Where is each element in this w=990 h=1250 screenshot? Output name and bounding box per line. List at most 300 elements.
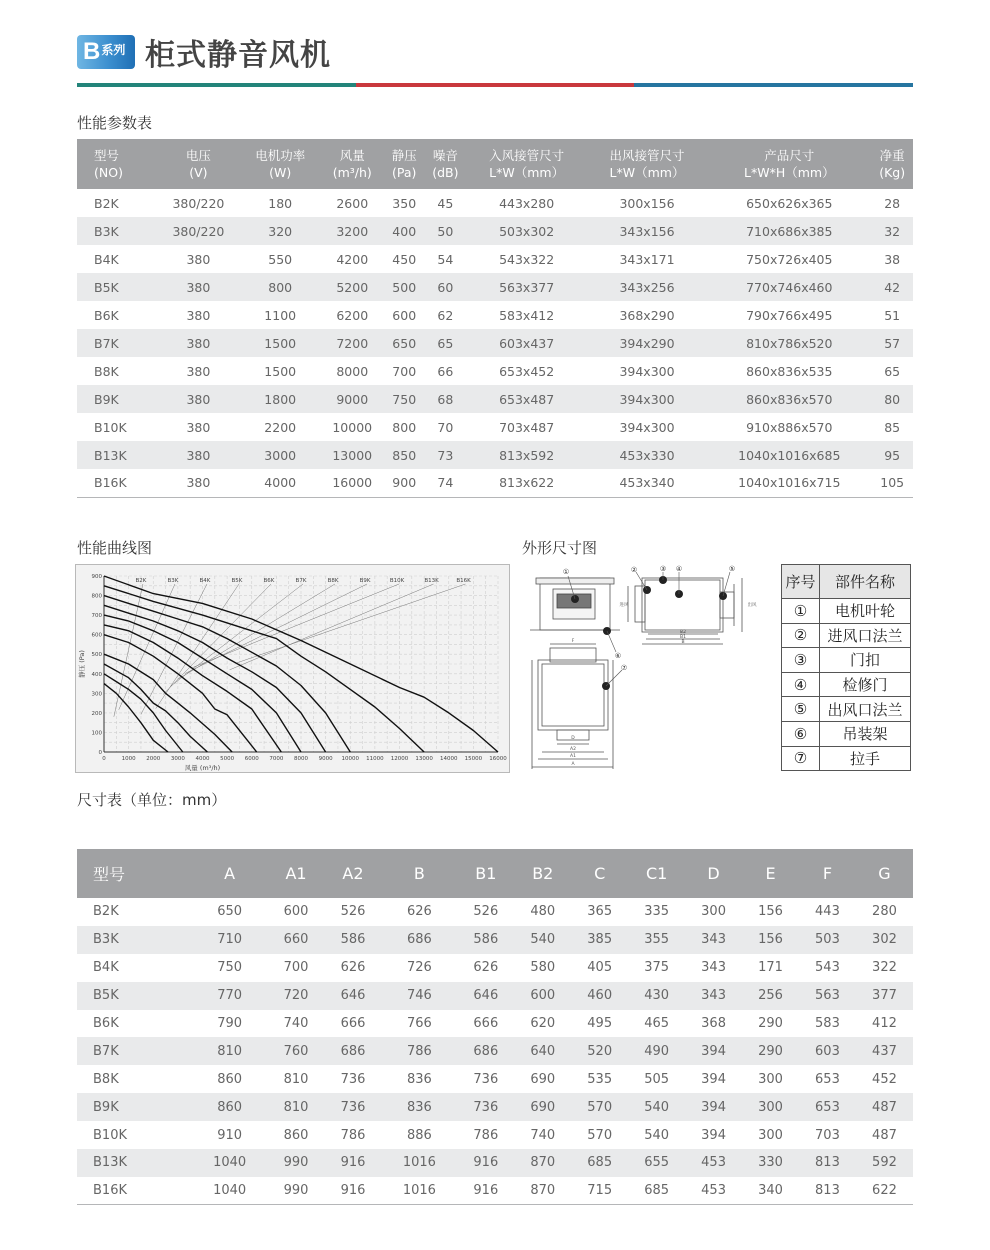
table-cell: 736 bbox=[457, 1093, 514, 1121]
dimensions-section-title: 尺寸表（单位：mm） bbox=[77, 791, 227, 809]
table-cell: 487 bbox=[856, 1093, 913, 1121]
table-cell: 430 bbox=[628, 982, 685, 1010]
table-row bbox=[77, 1121, 913, 1149]
table-cell: 990 bbox=[268, 1149, 325, 1177]
dimensions-header-cell: A2 bbox=[325, 849, 382, 898]
table-cell: 603x437 bbox=[466, 329, 586, 357]
table-cell: 1016 bbox=[381, 1149, 457, 1177]
dimensions-header-cell: B2 bbox=[514, 849, 571, 898]
dimension-drawing bbox=[520, 564, 775, 774]
table-cell: 45 bbox=[437, 195, 454, 211]
table-cell: 343 bbox=[701, 960, 726, 976]
svg-text:⑦: ⑦ bbox=[620, 664, 628, 672]
table-cell: 3200 bbox=[320, 217, 384, 245]
part-name: 拉手 bbox=[820, 746, 911, 771]
table-cell: 380/220 bbox=[157, 217, 240, 245]
table-cell: 710 bbox=[192, 926, 268, 954]
table-cell: 700 bbox=[392, 363, 417, 379]
parts-header-no: 序号 bbox=[782, 565, 820, 599]
curve-label: B3K bbox=[167, 578, 179, 584]
table-row bbox=[77, 1065, 913, 1093]
table-cell: 570 bbox=[587, 1127, 613, 1143]
table-cell: 810x786x520 bbox=[707, 329, 871, 357]
parts-header-name: 部件名称 bbox=[820, 565, 911, 599]
table-cell: 786 bbox=[340, 1127, 366, 1143]
table-cell: 666 bbox=[340, 1016, 366, 1031]
x-tick-label: 5000 bbox=[220, 756, 235, 762]
table-cell: 736 bbox=[325, 1093, 382, 1121]
table-cell: 156 bbox=[742, 926, 799, 954]
table-cell: 4200 bbox=[336, 251, 369, 267]
table-cell: 626 bbox=[406, 904, 432, 920]
table-cell: 95 bbox=[871, 441, 913, 469]
x-tick-label: 9000 bbox=[318, 756, 333, 762]
part-number: ① bbox=[782, 599, 820, 624]
dimensions-header-cell: D bbox=[685, 849, 742, 898]
table-cell: 720 bbox=[268, 982, 325, 1010]
header-unit: (NO) bbox=[94, 165, 123, 180]
table-row bbox=[77, 1093, 913, 1121]
performance-curve-chart bbox=[75, 564, 510, 773]
parts-row bbox=[782, 599, 911, 624]
x-tick-label: 15000 bbox=[464, 756, 483, 762]
part-number: ② bbox=[782, 623, 820, 648]
table-cell: 686 bbox=[325, 1037, 382, 1065]
table-cell: 790x766x495 bbox=[746, 307, 833, 323]
table-cell: 550 bbox=[268, 251, 293, 267]
table-cell: 453 bbox=[685, 1149, 742, 1177]
x-tick-label: 16000 bbox=[489, 756, 507, 762]
dimensions-header-cell: 型号 bbox=[77, 849, 192, 898]
parts-row bbox=[782, 672, 911, 697]
header-unit: L*W（mm） bbox=[489, 165, 565, 180]
y-tick-label: 200 bbox=[91, 710, 102, 717]
table-cell: 365 bbox=[587, 904, 613, 920]
table-cell: 503x302 bbox=[466, 217, 586, 245]
table-cell: 385 bbox=[571, 926, 628, 954]
header-unit: (Kg) bbox=[879, 165, 906, 180]
page-title: 柜式静音风机 bbox=[145, 38, 331, 73]
parts-row bbox=[782, 697, 911, 722]
part-name: 出风口法兰 bbox=[820, 697, 911, 722]
table-cell: 380 bbox=[186, 307, 211, 323]
header-label: 电机功率 bbox=[255, 148, 306, 163]
curve-section-title: 性能曲线图 bbox=[77, 539, 153, 557]
performance-header-cell bbox=[157, 139, 240, 189]
table-cell: 465 bbox=[644, 1016, 670, 1031]
table-cell: 6200 bbox=[336, 307, 369, 323]
dim-label-F: F bbox=[571, 639, 575, 644]
parts-row bbox=[782, 721, 911, 746]
curve-chart-svg bbox=[76, 565, 511, 774]
table-cell: 685 bbox=[571, 1149, 628, 1177]
table-cell: 860 bbox=[283, 1127, 309, 1143]
table-cell: 302 bbox=[856, 926, 913, 954]
performance-table-header bbox=[77, 139, 913, 189]
table-cell: B2K bbox=[93, 904, 119, 920]
drawing-section-title: 外形尺寸图 bbox=[522, 539, 598, 557]
dimensions-header-cell: E bbox=[742, 849, 799, 898]
table-cell: 335 bbox=[644, 904, 670, 920]
header-unit: (Pa) bbox=[392, 165, 417, 180]
x-tick-label: 1000 bbox=[121, 756, 136, 762]
table-cell: 900 bbox=[384, 469, 424, 497]
table-cell: 180 bbox=[268, 195, 293, 211]
table-cell: 660 bbox=[268, 926, 325, 954]
table-cell: 813 bbox=[799, 1177, 856, 1205]
curve-label: B4K bbox=[199, 578, 211, 584]
table-cell: 860 bbox=[217, 1071, 243, 1087]
table-cell: B6K bbox=[94, 307, 119, 323]
y-tick-label: 800 bbox=[91, 593, 102, 600]
table-cell: 443 bbox=[815, 904, 840, 920]
part-number: ⑥ bbox=[782, 721, 820, 746]
table-cell: 746 bbox=[381, 982, 457, 1010]
table-cell: 800 bbox=[392, 419, 417, 435]
side-view-body bbox=[645, 580, 720, 630]
table-cell: 300 bbox=[758, 1127, 783, 1143]
table-cell: 583x412 bbox=[499, 307, 555, 323]
table-cell: 65 bbox=[884, 363, 901, 379]
table-cell: 543 bbox=[815, 960, 840, 976]
table-cell: 800 bbox=[240, 273, 320, 301]
dimensions-header-cell: C bbox=[571, 849, 628, 898]
table-row bbox=[77, 469, 913, 497]
table-cell: 916 bbox=[457, 1177, 514, 1205]
table-cell: B13K bbox=[77, 1149, 192, 1177]
table-cell: 16000 bbox=[320, 469, 384, 497]
table-cell: 860x836x535 bbox=[746, 363, 833, 379]
table-cell: 626 bbox=[473, 960, 499, 976]
table-cell: 750 bbox=[217, 960, 243, 976]
table-cell: 2200 bbox=[264, 419, 297, 435]
table-cell: 2600 bbox=[336, 195, 369, 211]
table-cell: 1016 bbox=[381, 1177, 457, 1205]
table-cell: 28 bbox=[884, 195, 901, 211]
table-cell: B13K bbox=[77, 441, 157, 469]
performance-header-cell bbox=[587, 139, 707, 189]
table-row bbox=[77, 357, 913, 385]
table-cell: 394x300 bbox=[619, 419, 675, 435]
table-cell: 886 bbox=[406, 1127, 432, 1143]
performance-header-cell bbox=[466, 139, 586, 189]
table-cell: 916 bbox=[325, 1149, 382, 1177]
table-cell: 810 bbox=[268, 1093, 325, 1121]
y-tick-label: 600 bbox=[91, 632, 102, 639]
table-cell: 57 bbox=[871, 329, 913, 357]
table-row bbox=[77, 1010, 913, 1038]
svg-text:②: ② bbox=[630, 566, 638, 574]
divider-green bbox=[77, 83, 356, 87]
table-cell: 736 bbox=[340, 1071, 366, 1087]
table-cell: 32 bbox=[871, 217, 913, 245]
dim-label-B: B bbox=[681, 640, 685, 645]
x-tick-label: 12000 bbox=[390, 756, 409, 762]
table-cell: 750x726x405 bbox=[746, 251, 833, 267]
table-cell: 736 bbox=[473, 1071, 499, 1087]
table-cell: 813 bbox=[799, 1149, 856, 1177]
table-cell: 646 bbox=[457, 982, 514, 1010]
table-cell: 653 bbox=[799, 1093, 856, 1121]
curve-label: B2K bbox=[135, 578, 147, 584]
table-cell: 505 bbox=[644, 1071, 670, 1087]
table-cell: 916 bbox=[325, 1177, 382, 1205]
table-row bbox=[77, 413, 913, 441]
table-cell: 603 bbox=[799, 1037, 856, 1065]
table-cell: 412 bbox=[872, 1016, 897, 1031]
table-cell: 280 bbox=[872, 904, 897, 920]
table-cell: 503 bbox=[799, 926, 856, 954]
table-cell: 810 bbox=[283, 1071, 309, 1087]
table-cell: 394 bbox=[685, 1037, 742, 1065]
y-tick-label: 0 bbox=[98, 750, 102, 756]
table-cell: 786 bbox=[381, 1037, 457, 1065]
dimensions-header-cell: C1 bbox=[628, 849, 685, 898]
table-cell: 480 bbox=[530, 904, 556, 920]
x-tick-label: 11000 bbox=[366, 756, 384, 762]
table-cell: 686 bbox=[381, 926, 457, 954]
table-cell: B16K bbox=[77, 469, 157, 497]
header-unit: L*W（mm） bbox=[609, 165, 685, 180]
table-cell: 394 bbox=[701, 1071, 726, 1087]
table-cell: 1040x1016x685 bbox=[707, 441, 871, 469]
x-tick-label: 13000 bbox=[415, 756, 433, 762]
table-cell: 540 bbox=[644, 1127, 670, 1143]
table-cell: 80 bbox=[871, 385, 913, 413]
table-cell: 520 bbox=[571, 1037, 628, 1065]
dimensions-header-cell: A1 bbox=[268, 849, 325, 898]
series-badge bbox=[77, 35, 135, 69]
x-tick-label: 14000 bbox=[440, 756, 458, 762]
table-cell: 563x377 bbox=[466, 273, 586, 301]
bottom-view-body bbox=[542, 664, 604, 726]
table-cell: 850 bbox=[384, 441, 424, 469]
table-cell: 586 bbox=[325, 926, 382, 954]
table-cell: 760 bbox=[268, 1037, 325, 1065]
header-label: 型号 bbox=[94, 148, 120, 163]
table-cell: 1040x1016x715 bbox=[707, 469, 871, 497]
table-row bbox=[77, 1177, 913, 1205]
table-cell: 650 bbox=[384, 329, 424, 357]
y-axis-label: 静压 (Pa) bbox=[78, 650, 86, 678]
x-axis-label: 风量 (m³/h) bbox=[184, 764, 221, 772]
table-cell: 300 bbox=[758, 1071, 783, 1087]
dimensions-header-cell: B bbox=[381, 849, 457, 898]
x-tick-label: 10000 bbox=[341, 756, 359, 762]
table-cell: 62 bbox=[437, 307, 454, 323]
table-cell: 4000 bbox=[240, 469, 320, 497]
table-cell: 650 bbox=[217, 904, 243, 920]
table-row bbox=[77, 385, 913, 413]
dimensions-header-cell: G bbox=[856, 849, 913, 898]
table-cell: 7200 bbox=[320, 329, 384, 357]
table-cell: B7K bbox=[77, 1037, 192, 1065]
table-cell: 535 bbox=[587, 1071, 613, 1087]
table-cell: 710x686x385 bbox=[707, 217, 871, 245]
y-tick-label: 100 bbox=[91, 730, 102, 737]
table-row bbox=[77, 982, 913, 1010]
table-row bbox=[77, 1149, 913, 1177]
table-cell: 836 bbox=[381, 1093, 457, 1121]
table-cell: 715 bbox=[571, 1177, 628, 1205]
y-tick-label: 300 bbox=[91, 691, 102, 698]
table-row bbox=[77, 217, 913, 245]
x-tick-label: 7000 bbox=[269, 756, 284, 762]
part-name: 门扣 bbox=[820, 648, 911, 673]
performance-header-cell bbox=[871, 139, 913, 189]
table-cell: 1500 bbox=[240, 329, 320, 357]
header-unit: (V) bbox=[189, 165, 208, 180]
table-cell: 460 bbox=[571, 982, 628, 1010]
table-cell: 452 bbox=[872, 1071, 897, 1087]
table-row bbox=[77, 441, 913, 469]
x-tick-label: 2000 bbox=[146, 756, 161, 762]
table-cell: 290 bbox=[758, 1016, 783, 1031]
part-name: 吊装架 bbox=[820, 721, 911, 746]
table-cell: 8000 bbox=[336, 363, 369, 379]
table-cell: 340 bbox=[742, 1177, 799, 1205]
dim-label-B1: B1 bbox=[680, 635, 686, 640]
series-badge-suffix: 系列 bbox=[101, 42, 126, 57]
table-cell: 1040 bbox=[192, 1149, 268, 1177]
y-tick-label: 900 bbox=[91, 574, 102, 580]
table-cell: 653 bbox=[815, 1071, 840, 1087]
table-cell: 622 bbox=[856, 1177, 913, 1205]
table-cell: 653x452 bbox=[499, 363, 555, 379]
table-cell: 343 bbox=[685, 926, 742, 954]
x-tick-label: 3000 bbox=[170, 756, 185, 762]
header-label: 风量 bbox=[339, 148, 365, 163]
table-cell: 770 bbox=[192, 982, 268, 1010]
header-label: 出风接管尺寸 bbox=[609, 148, 685, 163]
table-cell: 526 bbox=[340, 904, 366, 920]
header-label: 净重 bbox=[879, 148, 905, 163]
table-cell: 490 bbox=[628, 1037, 685, 1065]
table-cell: 70 bbox=[437, 419, 454, 435]
table-cell: B7K bbox=[77, 329, 157, 357]
table-cell: 394x300 bbox=[587, 385, 707, 413]
curve-label: B16K bbox=[456, 578, 471, 584]
dim-label-A2: A2 bbox=[570, 747, 576, 752]
table-cell: 394x300 bbox=[619, 363, 675, 379]
dimensions-header-cell: A bbox=[192, 849, 268, 898]
table-cell: 51 bbox=[884, 307, 901, 323]
header-label: 电压 bbox=[185, 148, 211, 163]
parts-row bbox=[782, 648, 911, 673]
part-name: 电机叶轮 bbox=[820, 599, 911, 624]
parts-table-header bbox=[782, 565, 911, 599]
dimensions-header-cell: B1 bbox=[457, 849, 514, 898]
table-cell: 703x487 bbox=[499, 419, 555, 435]
table-cell: 3000 bbox=[240, 441, 320, 469]
table-row bbox=[77, 329, 913, 357]
dimensions-table-header bbox=[77, 849, 913, 898]
table-cell: 600 bbox=[514, 982, 571, 1010]
table-cell: 526 bbox=[473, 904, 499, 920]
table-cell: 770x746x460 bbox=[707, 273, 871, 301]
svg-text:④: ④ bbox=[675, 565, 683, 573]
table-cell: 10000 bbox=[332, 419, 373, 435]
curve-b2k bbox=[104, 684, 168, 752]
table-row bbox=[77, 926, 913, 954]
table-cell: 380/220 bbox=[172, 195, 225, 211]
table-cell: 810 bbox=[192, 1037, 268, 1065]
table-cell: 68 bbox=[424, 385, 466, 413]
table-cell: 394 bbox=[701, 1127, 726, 1143]
table-cell: 540 bbox=[514, 926, 571, 954]
curve-label: B8K bbox=[327, 578, 339, 584]
performance-header-cell bbox=[77, 139, 157, 189]
table-cell: 368x290 bbox=[619, 307, 675, 323]
table-cell: 646 bbox=[325, 982, 382, 1010]
table-cell: 380 bbox=[157, 441, 240, 469]
table-cell: 13000 bbox=[320, 441, 384, 469]
header-unit: (W) bbox=[269, 165, 292, 180]
table-cell: 38 bbox=[884, 251, 901, 267]
performance-header-cell bbox=[320, 139, 384, 189]
table-cell: 453x340 bbox=[587, 469, 707, 497]
table-cell: 380 bbox=[186, 363, 211, 379]
curve-label: B13K bbox=[424, 578, 439, 584]
table-cell: 443x280 bbox=[499, 195, 555, 211]
part-name: 进风口法兰 bbox=[820, 623, 911, 648]
table-cell: 500 bbox=[384, 273, 424, 301]
divider-red bbox=[356, 83, 634, 87]
table-cell: 74 bbox=[424, 469, 466, 497]
table-cell: 394 bbox=[685, 1093, 742, 1121]
dimensions-header-cell: F bbox=[799, 849, 856, 898]
table-cell: 570 bbox=[571, 1093, 628, 1121]
part-number: ⑤ bbox=[782, 697, 820, 722]
table-cell: 620 bbox=[530, 1016, 556, 1031]
table-cell: 583 bbox=[815, 1016, 840, 1031]
inlet-label: 进风 bbox=[619, 603, 629, 608]
table-cell: 330 bbox=[742, 1149, 799, 1177]
table-cell: 600 bbox=[392, 307, 417, 323]
table-cell: 66 bbox=[437, 363, 454, 379]
table-row bbox=[77, 273, 913, 301]
table-cell: 640 bbox=[514, 1037, 571, 1065]
table-cell: 256 bbox=[742, 982, 799, 1010]
table-cell: 343x256 bbox=[587, 273, 707, 301]
table-cell: 9000 bbox=[320, 385, 384, 413]
table-cell: 790 bbox=[217, 1016, 243, 1031]
part-number: ④ bbox=[782, 672, 820, 697]
table-cell: 870 bbox=[514, 1149, 571, 1177]
svg-text:③: ③ bbox=[659, 565, 667, 573]
table-cell: 540 bbox=[628, 1093, 685, 1121]
table-cell: 990 bbox=[268, 1177, 325, 1205]
table-row bbox=[77, 954, 913, 982]
divider-blue bbox=[634, 83, 913, 87]
table-cell: 495 bbox=[587, 1016, 613, 1031]
table-cell: 836 bbox=[406, 1071, 432, 1087]
svg-text:⑤: ⑤ bbox=[728, 565, 736, 573]
table-cell: 60 bbox=[424, 273, 466, 301]
table-cell: 740 bbox=[530, 1127, 556, 1143]
table-cell: 73 bbox=[424, 441, 466, 469]
table-cell: 600 bbox=[283, 904, 309, 920]
header-unit: (m³/h) bbox=[332, 165, 372, 180]
table-cell: 300x156 bbox=[619, 195, 675, 211]
table-cell: 105 bbox=[871, 469, 913, 497]
table-cell: 350 bbox=[392, 195, 417, 211]
table-cell: B2K bbox=[94, 195, 119, 211]
table-cell: 450 bbox=[392, 251, 417, 267]
x-tick-label: 8000 bbox=[294, 756, 308, 762]
table-cell: 65 bbox=[424, 329, 466, 357]
y-tick-label: 400 bbox=[91, 671, 102, 678]
